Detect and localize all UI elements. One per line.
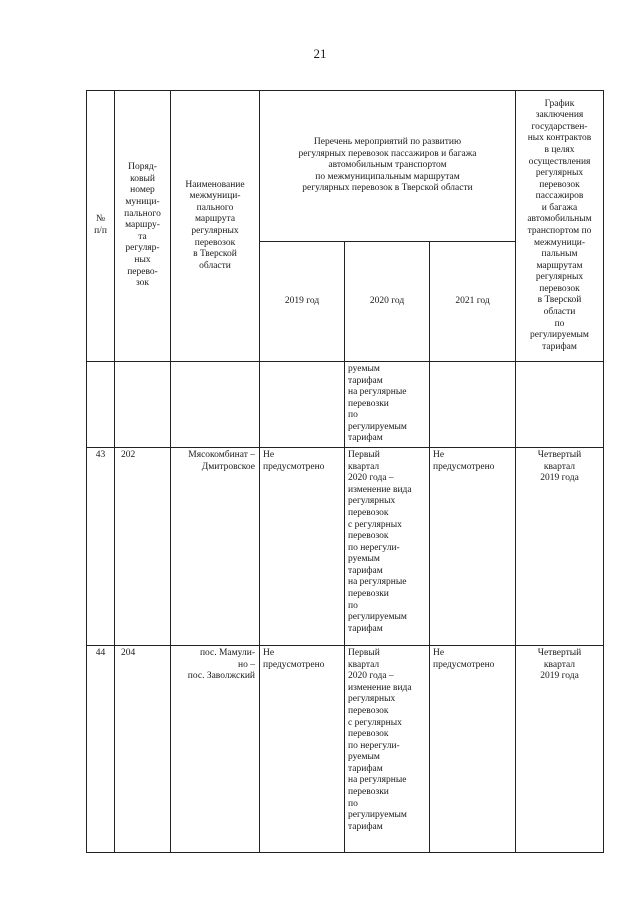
header-num: № п/п — [87, 91, 115, 362]
row-2021: Не предусмотрено — [430, 448, 516, 646]
table-row — [87, 646, 604, 853]
table-row — [87, 448, 604, 646]
row-2020: Первый квартал 2020 года – изменение вида регулярных перевозок с регулярных перевозок по нерегули- руемым тарифам на регулярные перевозки по регулируемым тарифам — [345, 646, 430, 853]
row-2021 — [430, 362, 516, 448]
row-2020: Первый квартал 2020 года – изменение вида регулярных перевозок с регулярных перевозок по нерегули- руемым тарифам на регулярные перевозки по регулируемым тарифам — [345, 448, 430, 646]
header-year-2020: 2020 год — [345, 242, 430, 362]
header-measures: Перечень мероприятий по развитию регулярных перевозок пассажиров и багажа автомобильным транспортом по межмуниципальным маршрутам регулярных перевозок в Тверской области — [260, 91, 516, 242]
row-route-number: 202 — [115, 448, 171, 646]
row-route-number — [115, 362, 171, 448]
row-2019: Не предусмотрено — [260, 448, 345, 646]
row-route-number: 204 — [115, 646, 171, 853]
row-2019: Не предусмотрено — [260, 646, 345, 853]
header-row-top — [87, 91, 604, 242]
table-row — [87, 362, 604, 448]
header-year-2019: 2019 год — [260, 242, 345, 362]
row-num: 44 — [87, 646, 115, 853]
row-num — [87, 362, 115, 448]
header-year-2021: 2021 год — [430, 242, 516, 362]
row-schedule — [516, 362, 604, 448]
header-route-name: Наименование межмуници- пального маршрута регулярных перевозок в Тверской области — [171, 91, 260, 362]
row-route-name: пос. Мамули- но – пос. Заволжский — [171, 646, 260, 853]
header-schedule: График заключения государствен- ных контрактов в целях осуществления регулярных перевозок пассажиров и багажа автомобильным транспортом по межмуници- пальным маршрутам регулярных перевозок в Тверской области по регулируемым тарифам — [516, 91, 604, 362]
row-2020: руемым тарифам на регулярные перевозки по регулируемым тарифам — [345, 362, 430, 448]
page-number: 21 — [313, 46, 327, 61]
row-route-name — [171, 362, 260, 448]
row-route-name: Мясокомбинат – Дмитровское — [171, 448, 260, 646]
header-route-number: Поряд- ковый номер муници- пального маршру- та регуляр- ных перево- зок — [115, 91, 171, 362]
measures-table — [86, 90, 604, 853]
row-num: 43 — [87, 448, 115, 646]
row-schedule: Четвертый квартал 2019 года — [516, 646, 604, 853]
row-2021: Не предусмотрено — [430, 646, 516, 853]
row-2019 — [260, 362, 345, 448]
row-schedule: Четвертый квартал 2019 года — [516, 448, 604, 646]
